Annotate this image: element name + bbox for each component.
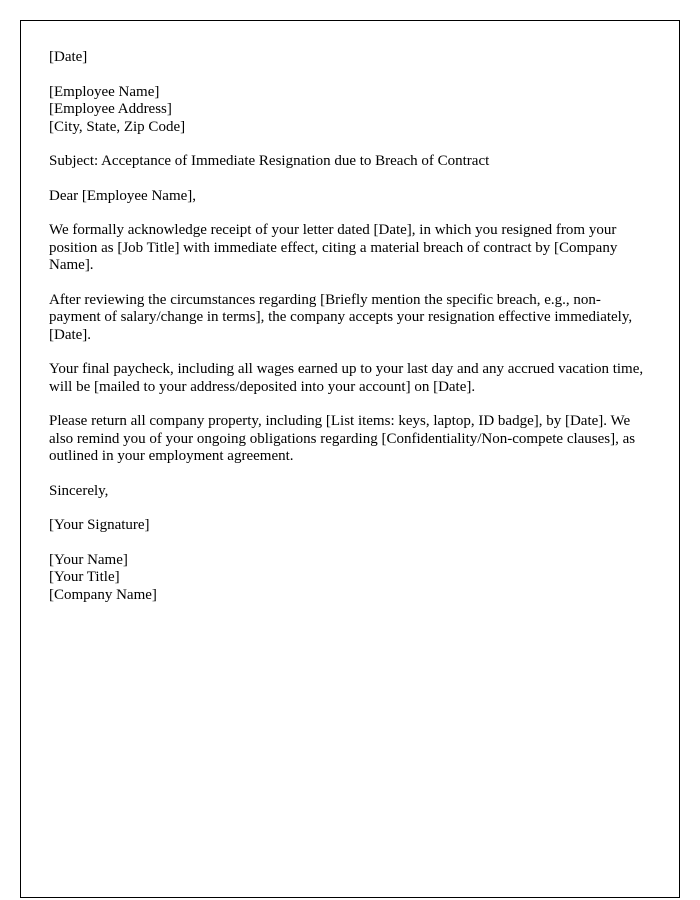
body-paragraph-3: Your final paycheck, including all wages earned up to your last day and any accrued vacation time, will be [mailed to your address/deposited into your account] on [Date]. <box>49 361 644 395</box>
signature-block <box>49 552 649 605</box>
recipient-address: [Employee Address] <box>49 101 172 117</box>
recipient-name: [Employee Name] <box>49 83 160 100</box>
body-paragraph-4: Please return all company property, including [List items: keys, laptop, ID badge], by [Date]. We also remind you of your ongoing obligations regarding [Confidentiality/Non-compete clauses], as outlined in your employment agreement. <box>49 413 636 464</box>
salutation: Dear [Employee Name], <box>49 187 197 204</box>
recipient-block <box>49 84 649 137</box>
recipient-city-state-zip: [City, State, Zip Code] <box>49 118 186 135</box>
closing: Sincerely, <box>49 482 109 499</box>
letter-page <box>20 20 680 898</box>
date-line: [Date] <box>49 49 88 65</box>
sender-company: [Company Name] <box>49 586 157 603</box>
sender-name: [Your Name] <box>49 551 128 568</box>
body-paragraph-1: We formally acknowledge receipt of your letter dated [Date], in which you resigned from your position as [Job Title] with immediate effect, citing a material breach of contract by [Company Name]. <box>49 222 618 273</box>
sender-title: [Your Title] <box>49 569 120 585</box>
body-paragraph-2: After reviewing the circumstances regarding [Briefly mention the specific breach, e.g., non-payment of salary/change in terms], the company accepts your resignation effective immediately, [Date]. <box>49 291 633 343</box>
signature-placeholder: [Your Signature] <box>49 517 150 533</box>
letter-content <box>21 21 679 604</box>
subject-line: Subject: Acceptance of Immediate Resignation due to Breach of Contract <box>49 153 490 169</box>
